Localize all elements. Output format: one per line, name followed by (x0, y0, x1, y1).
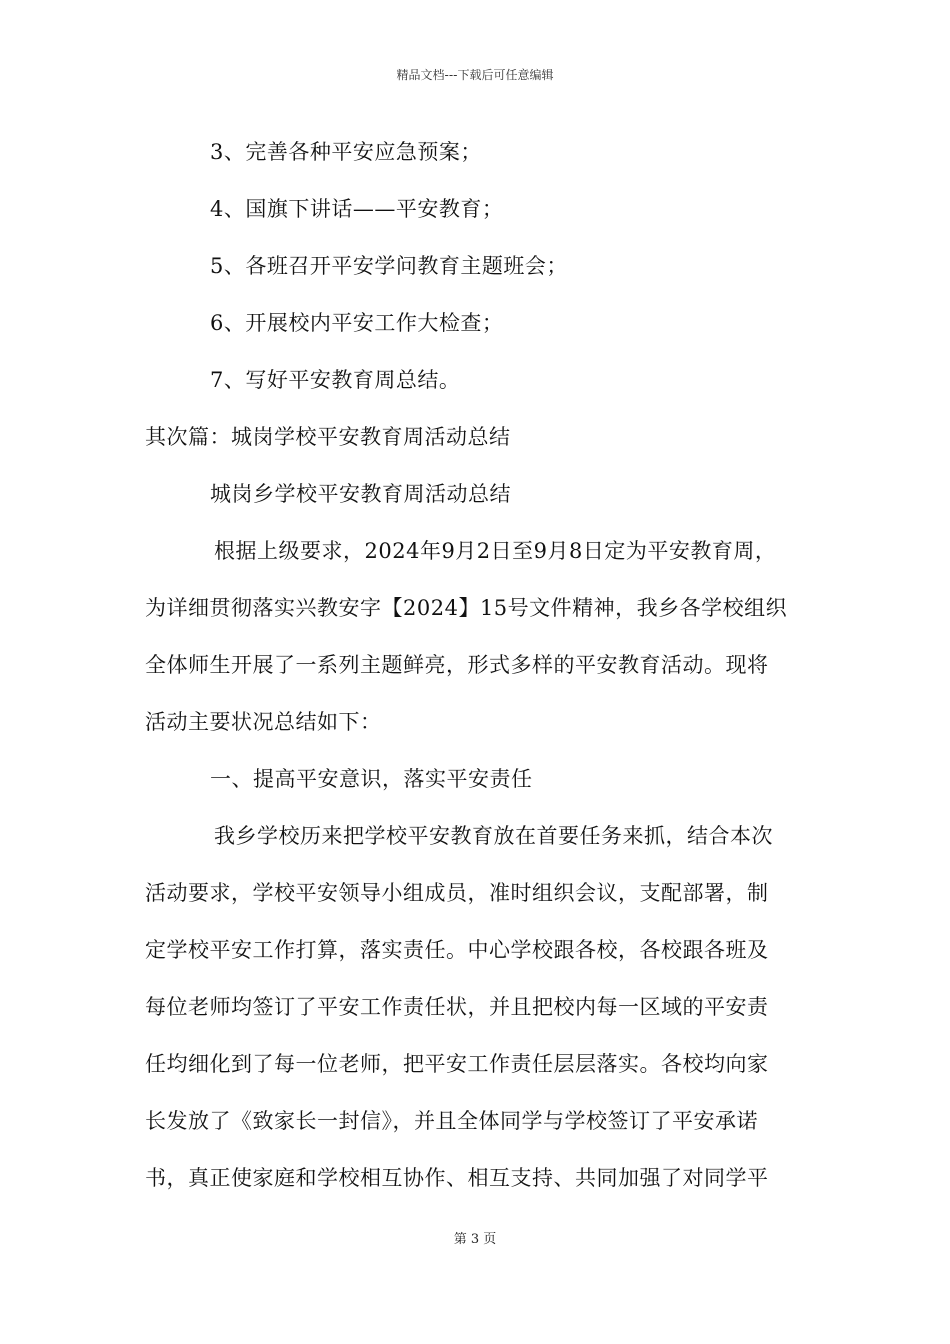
paragraph-line: 全体师生开展了一系列主题鲜亮，形式多样的平安教育活动。现将 (145, 653, 769, 677)
list-item-3: 3、完善各种平安应急预案； (210, 140, 482, 164)
section-heading: 其次篇：城岗学校平安教育周活动总结 (145, 425, 511, 449)
paragraph-line: 任均细化到了每一位老师，把平安工作责任层层落实。各校均向家 (145, 1052, 769, 1076)
paragraph-line: 为详细贯彻落实兴教安字【2024】15号文件精神，我乡各学校组织 (145, 596, 788, 620)
paragraph-line: 根据上级要求，2024年9月2日至9月8日定为平安教育周， (214, 539, 777, 563)
paragraph-line: 定学校平安工作打算，落实责任。中心学校跟各校，各校跟各班及 (145, 938, 769, 962)
list-item-4: 4、国旗下讲话——平安教育； (210, 197, 504, 221)
subsection-heading: 一、提高平安意识，落实平安责任 (210, 767, 533, 791)
page-number: 第 3 页 (453, 1232, 497, 1247)
page-header: 精品文档---下载后可任意编辑 (396, 68, 554, 82)
paragraph-line: 每位老师均签订了平安工作责任状，并且把校内每一区域的平安责 (145, 995, 769, 1019)
list-item-5: 5、各班召开平安学问教育主题班会； (210, 254, 568, 278)
list-item-7: 7、写好平安教育周总结。 (210, 368, 461, 392)
paragraph-line: 活动要求，学校平安领导小组成员，准时组织会议，支配部署，制 (145, 881, 769, 905)
list-item-6: 6、开展校内平安工作大检查； (210, 311, 504, 335)
paragraph-line: 我乡学校历来把学校平安教育放在首要任务来抓，结合本次 (214, 824, 773, 848)
paragraph-line: 长发放了《致家长一封信》，并且全体同学与学校签订了平安承诺 (145, 1109, 758, 1133)
paragraph-line: 书，真正使家庭和学校相互协作、相互支持、共同加强了对同学平 (145, 1166, 769, 1190)
paragraph-line: 活动主要状况总结如下： (145, 710, 382, 734)
document-title: 城岗乡学校平安教育周活动总结 (210, 482, 511, 506)
